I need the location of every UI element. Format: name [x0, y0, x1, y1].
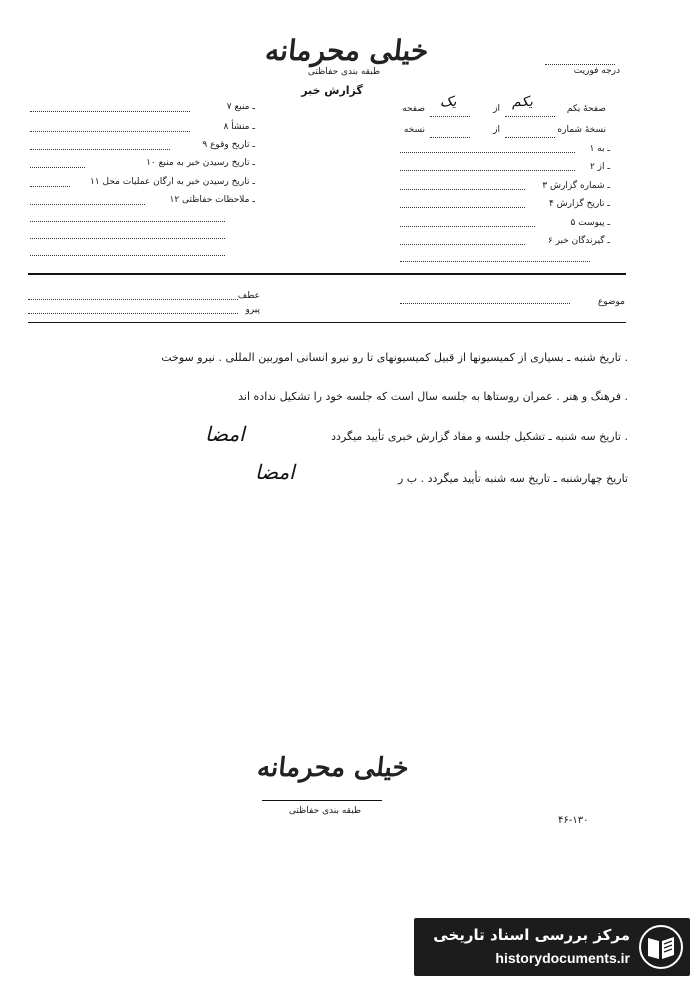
page-handwriting-1: یکم	[512, 94, 533, 110]
security-notes-line	[30, 204, 145, 205]
footer-stamp-line	[262, 800, 382, 801]
subject-separator	[28, 322, 626, 323]
source-receive-date-line	[30, 167, 85, 168]
classification-caption: طبقه بندی حفاظتی	[307, 67, 381, 77]
occurrence-date-line	[30, 149, 170, 150]
attachment-line	[400, 226, 535, 227]
page-line-1	[505, 116, 555, 117]
subject-line	[400, 303, 570, 304]
field-copy: نسخهٔ شماره	[557, 125, 606, 135]
field-security-notes: ۱۲ ـ ملاحظات حفاظتی	[169, 195, 255, 205]
body-line-3: تاریخ سه شنبه ـ تشکیل جلسه و مفاد گزارش خبری تأیید میگردد .	[331, 430, 628, 443]
book-icon	[638, 924, 684, 970]
body-line-1: تاریخ شنبه ـ بسیاری از کمیسیونها از قبیل کمیسیونهای تا رو نیرو انسانی اموربین المللی . نیرو سوخت .	[161, 351, 628, 364]
signature-line-3: امضا	[205, 422, 245, 446]
field-copy-of: از	[493, 125, 500, 135]
ref-atf-label: عطف	[237, 291, 260, 301]
page-line-2	[430, 116, 470, 117]
footer-classification-stamp: خیلی محرمانه	[255, 753, 411, 783]
header-separator	[28, 273, 626, 275]
field-origin: ۸ ـ منشأ	[223, 122, 255, 132]
report-number-line	[400, 189, 525, 190]
classification-stamp: خیلی محرمانه	[263, 34, 431, 67]
watermark-banner	[414, 918, 690, 976]
recipients-line-2	[400, 261, 590, 262]
field-source: ۷ ـ منبع	[226, 102, 255, 112]
body-line-2: فرهنگ و هنر . عمران روستاها به جلسه سال است که جلسه خود را تشکیل نداده اند .	[238, 390, 628, 403]
recipients-line	[400, 244, 525, 245]
field-copy-end: نسخه	[403, 125, 425, 135]
field-report-number: ۳ ـ شماره گزارش	[542, 181, 610, 191]
field-local-receive-date: ۱۱ ـ تاریخ رسیدن خبر به ارگان عملیات محل	[89, 177, 255, 187]
footer-classification-caption: طبقه بندی حفاظتی	[288, 806, 362, 816]
copy-line-2	[430, 137, 470, 138]
ref-peyro-line	[28, 313, 238, 314]
origin-line	[30, 131, 190, 132]
body-line-4: تاریخ چهارشنبه ـ تاریخ سه شنبه تأیید میگردد . ب ر	[397, 472, 628, 485]
field-report-date: ۴ ـ تاریخ گزارش	[548, 199, 610, 209]
field-source-receive-date: ۱۰ ـ تاریخ رسیدن خبر به منبع	[146, 158, 255, 168]
page-handwriting-2: یک	[440, 94, 457, 110]
field-page: صفحهٔ یکم	[566, 104, 606, 114]
field-page-end: صفحه	[402, 104, 425, 114]
field-page-of: از	[493, 104, 500, 114]
security-notes-line-3	[30, 238, 225, 239]
priority-label: درجه فوریت	[573, 66, 620, 76]
signature-line-4: امضا	[255, 460, 295, 484]
local-receive-date-line	[30, 186, 70, 187]
field-recipients: ۶ ـ گیرندگان خبر	[547, 236, 610, 246]
source-line	[30, 111, 190, 112]
copy-line-1	[505, 137, 555, 138]
report-date-line	[400, 207, 525, 208]
watermark-url: historydocuments.ir	[495, 950, 630, 966]
ref-atf-line	[28, 299, 238, 300]
to-line	[400, 152, 575, 153]
watermark-title: مرکز بررسی اسناد تاریخی	[433, 926, 630, 944]
subject-label: موضوع	[597, 297, 625, 307]
from-line	[400, 170, 575, 171]
field-attachment: ۵ ـ پیوست	[570, 218, 610, 228]
form-title: گزارش خبر	[301, 84, 363, 97]
security-notes-line-4	[30, 255, 225, 256]
ref-peyro-label: پیرو	[245, 305, 260, 315]
priority-line	[545, 64, 615, 65]
security-notes-line-2	[30, 221, 225, 222]
field-from: ۲ ـ از	[589, 162, 610, 172]
field-occurrence-date: ۹ ـ تاریخ وقوع	[202, 140, 255, 150]
field-to: ۱ ـ به	[589, 144, 610, 154]
document-number: ۴۶-۱۳۰	[558, 815, 589, 826]
